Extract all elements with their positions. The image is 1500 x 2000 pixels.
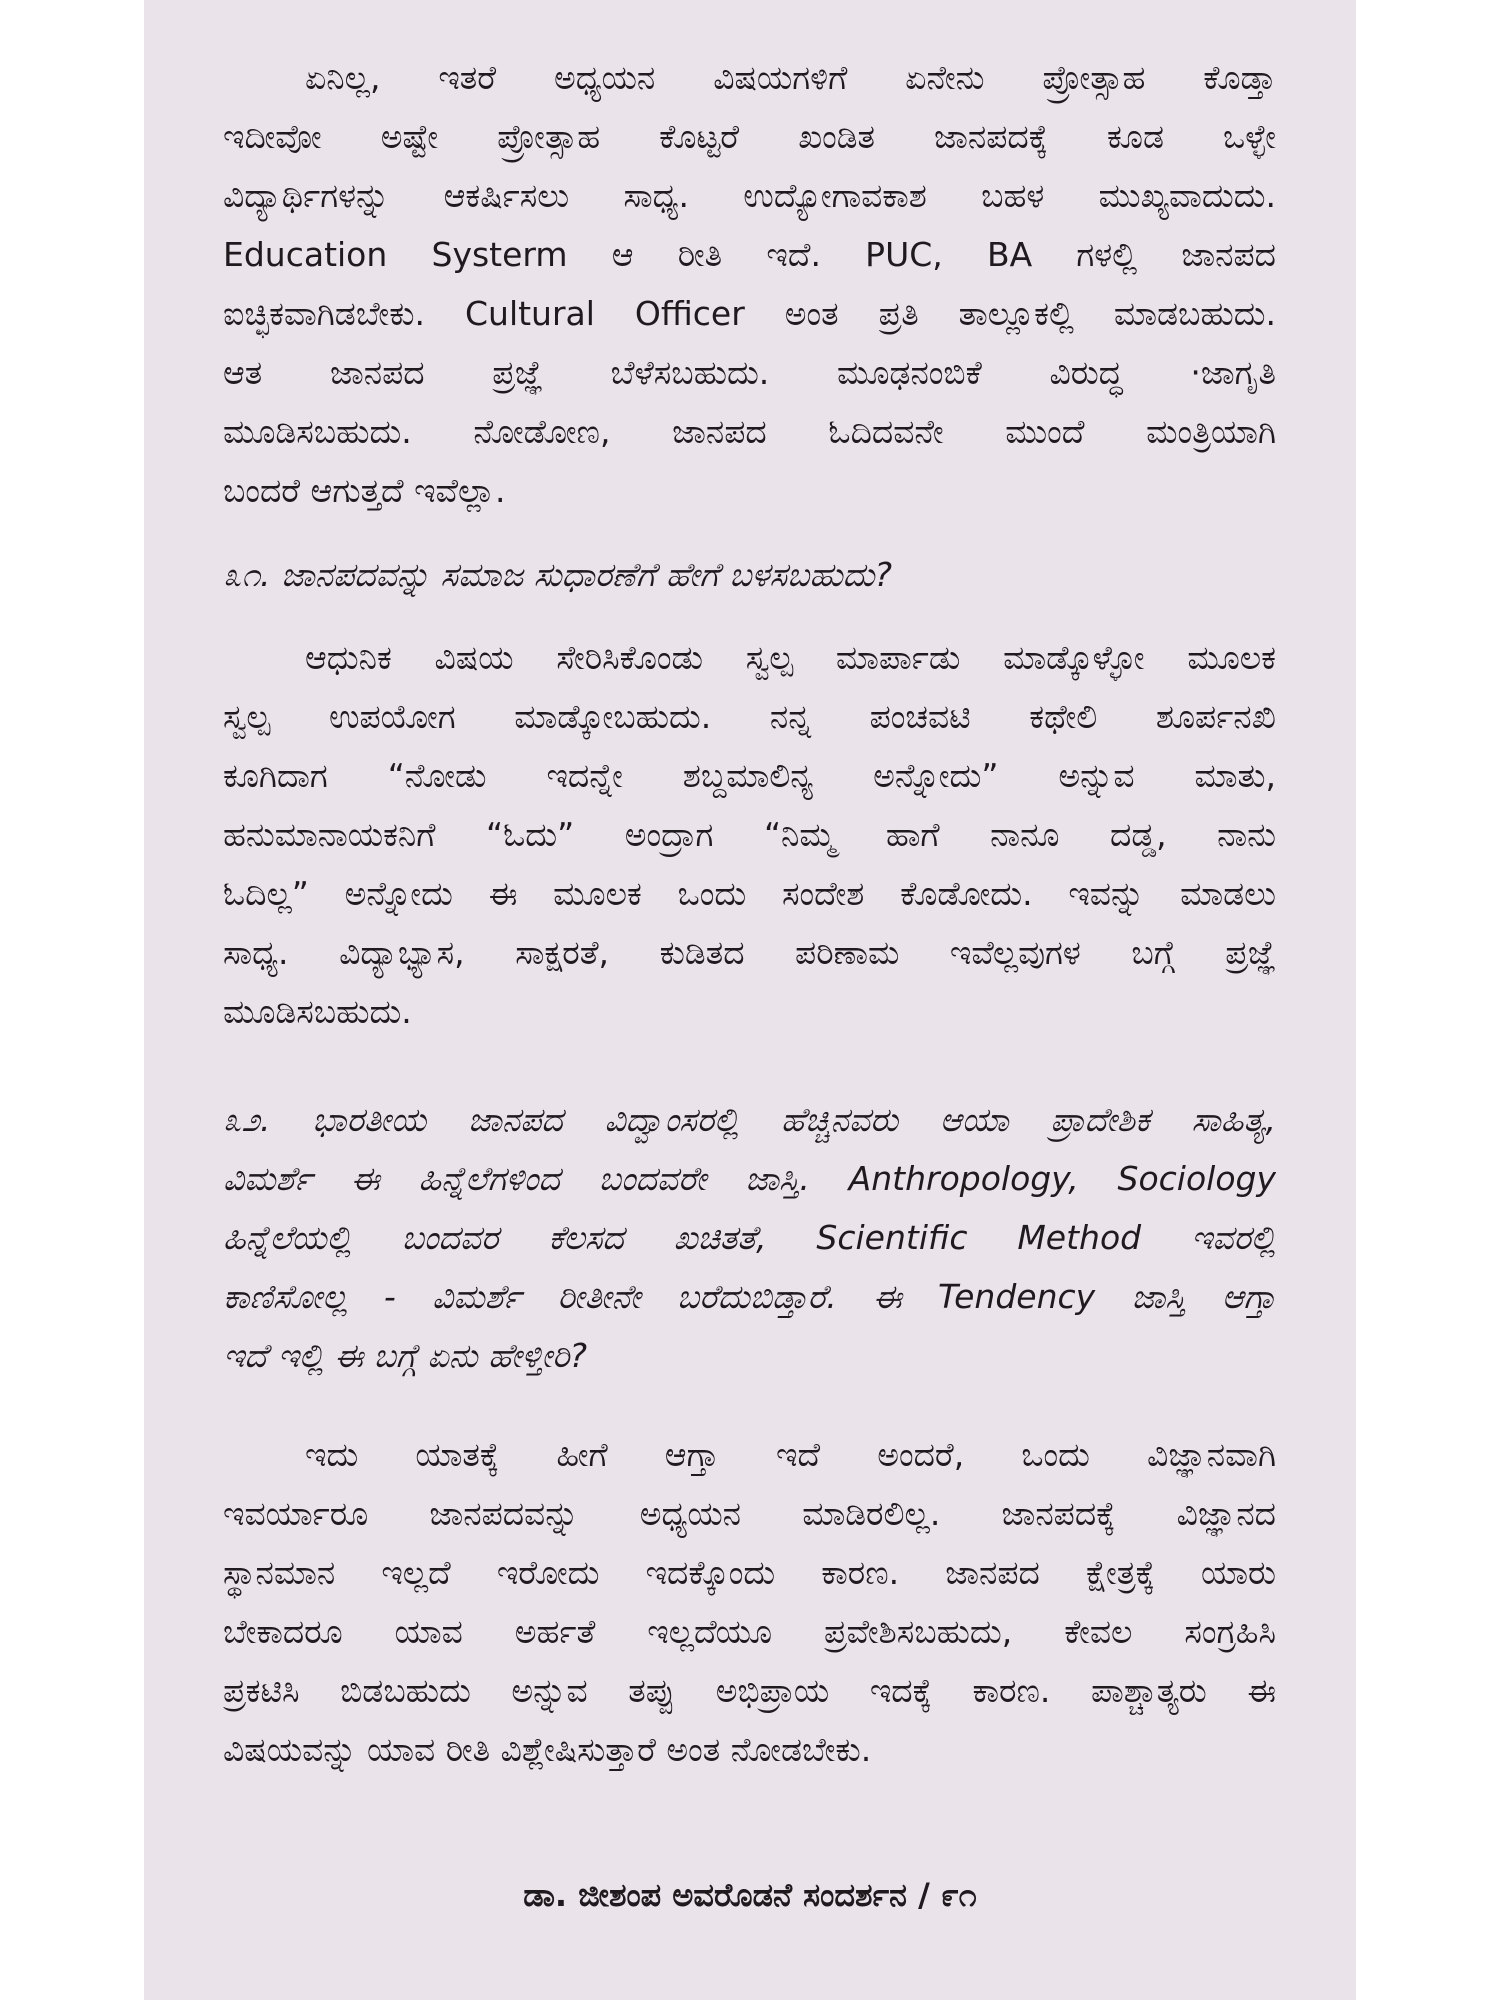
- text-line: ಆತ ಜಾನಪದ ಪ್ರಜ್ಞೆ ಬೆಳೆಸಬಹುದು. ಮೂಢನಂಬಿಕೆ ವಿರುದ್ಧ ·ಜಾಗೃತಿ: [223, 353, 1276, 392]
- text-line: ಮೂಡಿಸಬಹುದು.: [223, 992, 412, 1031]
- text-line: ಆಧುನಿಕ ವಿಷಯ ಸೇರಿಸಿಕೊಂಡು ಸ್ವಲ್ಪ ಮಾರ್ಪಾಡು ಮಾಡ್ಕೊಳ್ಳೋ ಮೂಲಕ: [305, 638, 1276, 677]
- question-31: [223, 545, 1276, 604]
- text-line: ಬಂದರೆ ಆಗುತ್ತದೆ ಇವೆಲ್ಲಾ.: [223, 471, 506, 510]
- paragraph-1: [223, 48, 1276, 520]
- page-number: ೯೧: [940, 1876, 977, 1914]
- text-line: Education Systerm ಆ ರೀತಿ ಇದೆ. PUC, BA ಗಳಲ್ಲಿ ಜಾನಪದ: [223, 235, 1276, 274]
- question-line: ೩೨. ಭಾರತೀಯ ಜಾನಪದ ವಿದ್ವಾಂಸರಲ್ಲಿ ಹೆಚ್ಚಿನವರು ಆಯಾ ಪ್ರಾದೇಶಿಕ ಸಾಹಿತ್ಯ,: [223, 1100, 1276, 1139]
- text-line: ಸ್ಥಾನಮಾನ ಇಲ್ಲದೆ ಇರೋದು ಇದಕ್ಕೊಂದು ಕಾರಣ. ಜಾನಪದ ಕ್ಷೇತ್ರಕ್ಕೆ ಯಾರು: [223, 1553, 1276, 1592]
- paragraph-3: [223, 1425, 1276, 1779]
- question-32: [223, 1090, 1276, 1385]
- page-footer: [0, 1870, 1500, 1920]
- text-line: ಹನುಮಾನಾಯಕನಿಗೆ “ಓದು” ಅಂದ್ರಾಗ “ನಿಮ್ಮ ಹಾಗೆ ನಾನೂ ದಡ್ಡ, ನಾನು: [223, 815, 1276, 854]
- text-line: ಕೂಗಿದಾಗ “ನೋಡು ಇದನ್ನೇ ಶಬ್ದಮಾಲಿನ್ಯ ಅನ್ನೋದು” ಅನ್ನುವ ಮಾತು,: [223, 756, 1276, 795]
- running-title: ಡಾ. ಜೀಶಂಪ ಅವರೊಡನೆ ಸಂದರ್ಶನ: [523, 1876, 907, 1914]
- text-line: ವಿದ್ಯಾರ್ಥಿಗಳನ್ನು ಆಕರ್ಷಿಸಲು ಸಾಧ್ಯ. ಉದ್ಯೋಗಾವಕಾಶ ಬಹಳ ಮುಖ್ಯವಾದುದು.: [223, 176, 1276, 215]
- text-line: ಓದಿಲ್ಲ” ಅನ್ನೋದು ಈ ಮೂಲಕ ಒಂದು ಸಂದೇಶ ಕೊಡೋದು. ಇವನ್ನು ಮಾಡಲು: [223, 874, 1276, 913]
- text-line: ಇದು ಯಾತಕ್ಕೆ ಹೀಗೆ ಆಗ್ತಾ ಇದೆ ಅಂದರೆ, ಒಂದು ವಿಜ್ಞಾನವಾಗಿ: [305, 1435, 1276, 1474]
- text-line: ಐಚ್ಛಿಕವಾಗಿಡಬೇಕು. Cultural Officer ಅಂತ ಪ್ರತಿ ತಾಲ್ಲೂಕಲ್ಲಿ ಮಾಡಬಹುದು.: [223, 294, 1276, 333]
- text-line: ಸ್ವಲ್ಪ ಉಪಯೋಗ ಮಾಡ್ಕೋಬಹುದು. ನನ್ನ ಪಂಚವಟಿ ಕಥೇಲಿ ಶೂರ್ಪನಖಿ: [223, 697, 1276, 736]
- paragraph-2: [223, 628, 1276, 1041]
- question-line: ಹಿನ್ನೆಲೆಯಲ್ಲಿ ಬಂದವರ ಕೆಲಸದ ಖಚಿತತೆ, Scientific Method ಇವರಲ್ಲಿ: [223, 1218, 1276, 1257]
- text-line: ವಿಷಯವನ್ನು ಯಾವ ರೀತಿ ವಿಶ್ಲೇಷಿಸುತ್ತಾರೆ ಅಂತ ನೋಡಬೇಕು.: [223, 1730, 872, 1769]
- question-line: ೩೧. ಜಾನಪದವನ್ನು ಸಮಾಜ ಸುಧಾರಣೆಗೆ ಹೇಗೆ ಬಳಸಬಹುದು?: [223, 555, 893, 594]
- text-line: ಸಾಧ್ಯ. ವಿದ್ಯಾಭ್ಯಾಸ, ಸಾಕ್ಷರತೆ, ಕುಡಿತದ ಪರಿಣಾಮ ಇವೆಲ್ಲವುಗಳ ಬಗ್ಗೆ ಪ್ರಜ್ಞೆ: [223, 933, 1276, 972]
- text-line: ಮೂಡಿಸಬಹುದು. ನೋಡೋಣ, ಜಾನಪದ ಓದಿದವನೇ ಮುಂದೆ ಮಂತ್ರಿಯಾಗಿ: [223, 412, 1276, 451]
- question-line: ವಿಮರ್ಶೆ ಈ ಹಿನ್ನೆಲೆಗಳಿಂದ ಬಂದವರೇ ಜಾಸ್ತಿ. Anthropology, Sociology: [223, 1159, 1276, 1198]
- text-line: ಏನಿಲ್ಲ, ಇತರೆ ಅಧ್ಯಯನ ವಿಷಯಗಳಿಗೆ ಏನೇನು ಪ್ರೋತ್ಸಾಹ ಕೊಡ್ತಾ: [305, 58, 1276, 97]
- footer-separator: /: [918, 1876, 930, 1914]
- text-line: ಪ್ರಕಟಿಸಿ ಬಿಡಬಹುದು ಅನ್ನುವ ತಪ್ಪು ಅಭಿಪ್ರಾಯ ಇದಕ್ಕೆ ಕಾರಣ. ಪಾಶ್ಚಾತ್ಯರು ಈ: [223, 1671, 1276, 1710]
- text-line: ಬೇಕಾದರೂ ಯಾವ ಅರ್ಹತೆ ಇಲ್ಲದೆಯೂ ಪ್ರವೇಶಿಸಬಹುದು, ಕೇವಲ ಸಂಗ್ರಹಿಸಿ: [223, 1612, 1276, 1651]
- text-line: ಇವರ್ಯಾರೂ ಜಾನಪದವನ್ನು ಅಧ್ಯಯನ ಮಾಡಿರಲಿಲ್ಲ. ಜಾನಪದಕ್ಕೆ ವಿಜ್ಞಾನದ: [223, 1494, 1276, 1533]
- text-line: ಇದೀವೋ ಅಷ್ಟೇ ಪ್ರೋತ್ಸಾಹ ಕೊಟ್ಟರೆ ಖಂಡಿತ ಜಾನಪದಕ್ಕೆ ಕೂಡ ಒಳ್ಳೇ: [223, 117, 1276, 156]
- question-line: ಇದೆ ಇಲ್ಲಿ ಈ ಬಗ್ಗೆ ಏನು ಹೇಳ್ತೀರಿ?: [223, 1336, 588, 1375]
- question-line: ಕಾಣಿಸೋಲ್ಲ - ವಿಮರ್ಶೆ ರೀತೀನೇ ಬರೆದುಬಿಡ್ತಾರೆ. ಈ Tendency ಜಾಸ್ತಿ ಆಗ್ತಾ: [223, 1277, 1276, 1316]
